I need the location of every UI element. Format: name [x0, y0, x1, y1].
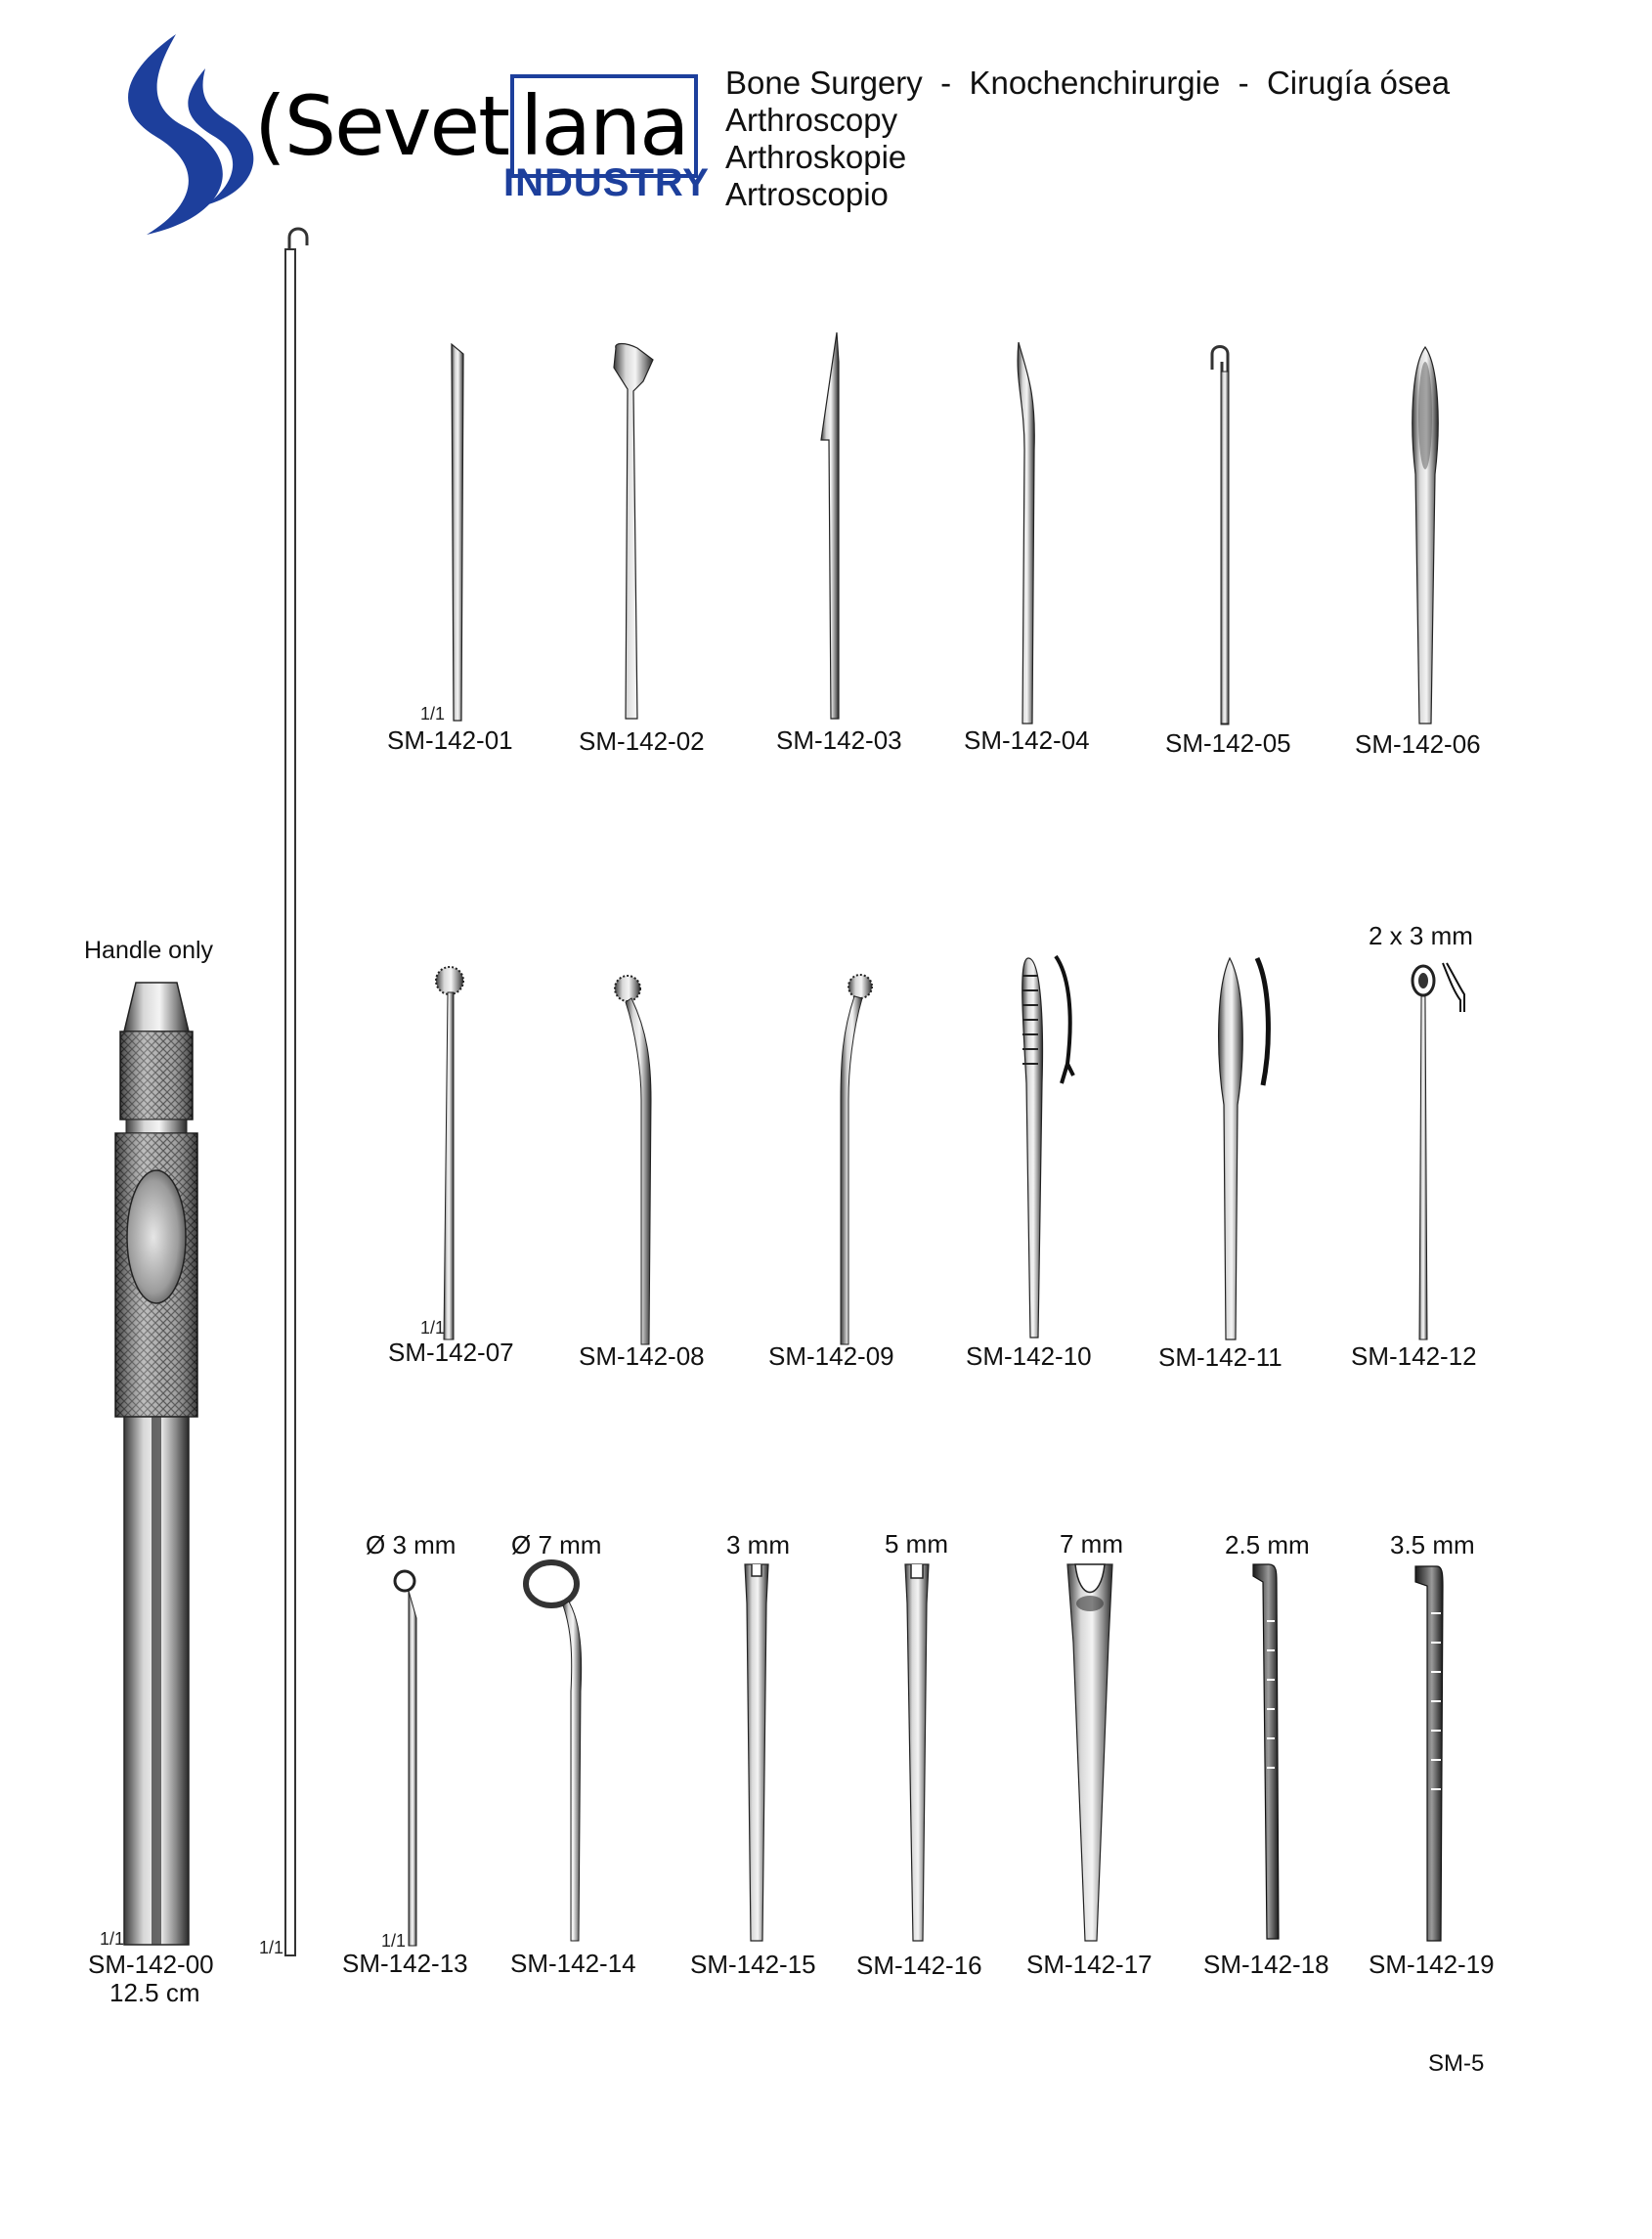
row1-code-02: SM-142-02	[579, 726, 705, 756]
row3-scale: 1/1	[381, 1931, 407, 1951]
instrument-sm-142-04	[1007, 342, 1046, 725]
instrument-sm-142-18	[1251, 1562, 1300, 1946]
row3-dim-18: 2.5 mm	[1225, 1530, 1310, 1559]
row1-code-06: SM-142-06	[1355, 729, 1481, 759]
row1-code-04: SM-142-04	[964, 725, 1090, 755]
instrument-sm-142-02	[608, 342, 667, 725]
page-number: SM-5	[1428, 2050, 1485, 2077]
row2-code-10: SM-142-10	[966, 1341, 1092, 1371]
row2-code-08: SM-142-08	[579, 1341, 705, 1371]
header-line1: Bone Surgery - Knochenchirurgie - Cirugía ósea	[725, 65, 1451, 101]
instrument-sm-142-01	[442, 344, 471, 725]
row2-dim-12: 2 x 3 mm	[1369, 921, 1473, 950]
header-line4: Artroscopio	[725, 176, 889, 212]
row2-code-12: SM-142-12	[1351, 1341, 1477, 1371]
row3-code-16: SM-142-16	[856, 1951, 982, 1980]
instrument-sm-142-09	[827, 973, 876, 1349]
row3-dim-13: Ø 3 mm	[366, 1530, 456, 1559]
row3-dim-15: 3 mm	[726, 1530, 790, 1559]
row3-dim-17: 7 mm	[1060, 1529, 1123, 1559]
instrument-sm-142-05	[1202, 342, 1241, 725]
row1-code-01: SM-142-01	[387, 725, 513, 755]
row2-code-07: SM-142-07	[388, 1338, 514, 1367]
instrument-sm-142-17	[1064, 1564, 1122, 1946]
handle-title: Handle only	[84, 937, 214, 964]
row3-code-18: SM-142-18	[1203, 1950, 1329, 1979]
handle-length: 12.5 cm	[109, 1978, 200, 2007]
row3-dim-14: Ø 7 mm	[511, 1530, 602, 1559]
rod-scale: 1/1	[259, 1938, 284, 1957]
row3-code-15: SM-142-15	[690, 1950, 816, 1979]
instrument-sm-142-19	[1413, 1564, 1462, 1946]
brand-name-part1: (Sevet	[254, 78, 509, 174]
instrument-sm-142-16	[899, 1564, 938, 1946]
instrument-sm-142-13	[391, 1569, 430, 1946]
handle-scale: 1/1	[100, 1929, 125, 1949]
row3-code-17: SM-142-17	[1026, 1950, 1152, 1979]
header-line2: Arthroscopy	[725, 102, 898, 138]
instrument-sm-142-10	[1017, 956, 1085, 1342]
instrument-sm-142-06	[1406, 347, 1445, 728]
instrument-sm-142-12	[1406, 963, 1474, 1344]
handle-instrument	[112, 983, 200, 1951]
instrument-sm-142-15	[739, 1564, 778, 1946]
instrument-sm-142-11	[1212, 958, 1281, 1344]
row3-code-13: SM-142-13	[342, 1949, 468, 1978]
row3-dim-16: 5 mm	[885, 1529, 948, 1559]
brand-name-part2: lana	[510, 74, 698, 178]
row1-code-03: SM-142-03	[776, 725, 902, 755]
row3-code-14: SM-142-14	[510, 1949, 636, 1978]
swoosh-icon	[88, 29, 235, 240]
header-line3: Arthroskopie	[725, 139, 907, 175]
header-title	[725, 65, 1450, 213]
row3-dim-19: 3.5 mm	[1390, 1530, 1475, 1559]
instrument-sm-142-14	[520, 1555, 598, 1946]
brand-logo	[88, 29, 710, 240]
row2-code-11: SM-142-11	[1158, 1342, 1282, 1372]
row2-code-09: SM-142-09	[768, 1341, 894, 1371]
row3-code-19: SM-142-19	[1369, 1950, 1495, 1979]
row1-scale: 1/1	[420, 704, 446, 724]
brand-industry: INDUSTRY	[503, 161, 710, 204]
instrument-sm-142-03	[817, 332, 847, 725]
row2-scale: 1/1	[420, 1318, 446, 1338]
row1-code-05: SM-142-05	[1165, 728, 1291, 758]
instrument-sm-142-07	[430, 963, 469, 1344]
rod-instrument	[274, 220, 313, 1960]
handle-code: SM-142-00	[88, 1950, 214, 1979]
instrument-sm-142-08	[614, 973, 663, 1349]
